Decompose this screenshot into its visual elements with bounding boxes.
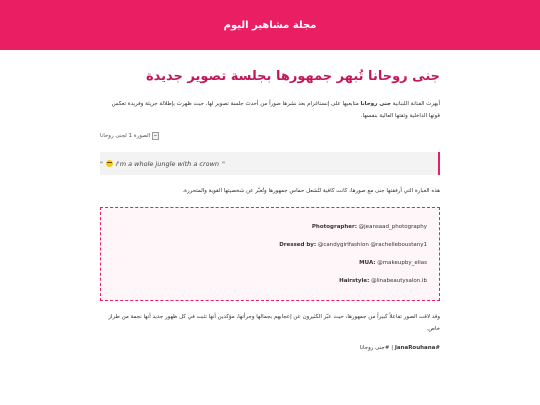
image-alt-text: الصورة 1 لجنى روحانا [100,133,151,139]
intro-text-end: متابعيها على إنستاغرام بعد نشرها صوراً من أحدث جلسة تصوير لها، حيث ظهرت بإطلالة جريئة وفريدة تعكس قوتها الداخلية وثقتها العالية بنفسها. [111,101,440,119]
quote-body: I'm a whole jungle with a crown [116,159,220,168]
intro-text-start: أبهرت الفنانة اللبنانية [390,101,440,107]
smile-icon [106,160,113,167]
quote-close: " [222,159,226,168]
quote-open: " [100,159,103,168]
hashtags [100,345,440,351]
credit-value: @linabeautysalon.lb [371,278,427,284]
credits-box [100,207,440,301]
credit-photographer [113,218,427,236]
hashtag-english[interactable]: #JanaRouhana [394,345,440,351]
intro-paragraph [100,98,440,122]
body-paragraph: هذه العبارة التي أرفقتها جنى مع صورها، كانت كافية لتُشعل حماس جمهورها وتُعبّر عن شخصيتها القوية والمتحررة. [182,188,440,194]
artist-name: جنى روحانا [360,101,391,107]
credit-mua [113,254,427,272]
credit-value: @makeupby_elias [377,260,427,266]
credit-dressed-by [113,236,427,254]
hashtag-arabic[interactable]: #جنى روحانا [359,345,390,351]
credit-label: MUA: [359,260,376,266]
closing-paragraph: وقد لاقت الصور تفاعلاً كبيراً من جمهورها، حيث عبّر الكثيرون عن إعجابهم بجمالها وجرأتها، مؤكدين أنها تثبت في كل ظهور جديد أنها نجمة من طراز خاص. [108,314,440,332]
credit-value: @jeansaad_photography [358,224,427,230]
quote-text [100,160,225,168]
article [0,50,540,351]
blockquote [100,152,440,175]
hashtag-separator: | [389,345,395,351]
credit-label: Photographer: [311,224,357,230]
credit-value: @candygirlfashion @rachelleboustany1 [317,242,427,248]
site-title[interactable]: مجلة مشاهير اليوم [223,19,317,31]
credit-hairstyle [113,272,427,290]
article-title: جنى روحانا تُبهر جمهورها بجلسة تصوير جديدة [145,69,440,84]
broken-image-icon [152,132,159,140]
article-image [100,130,440,142]
credit-label: Hairstyle: [339,278,370,284]
credit-label: Dressed by: [279,242,317,248]
site-header [0,0,540,50]
